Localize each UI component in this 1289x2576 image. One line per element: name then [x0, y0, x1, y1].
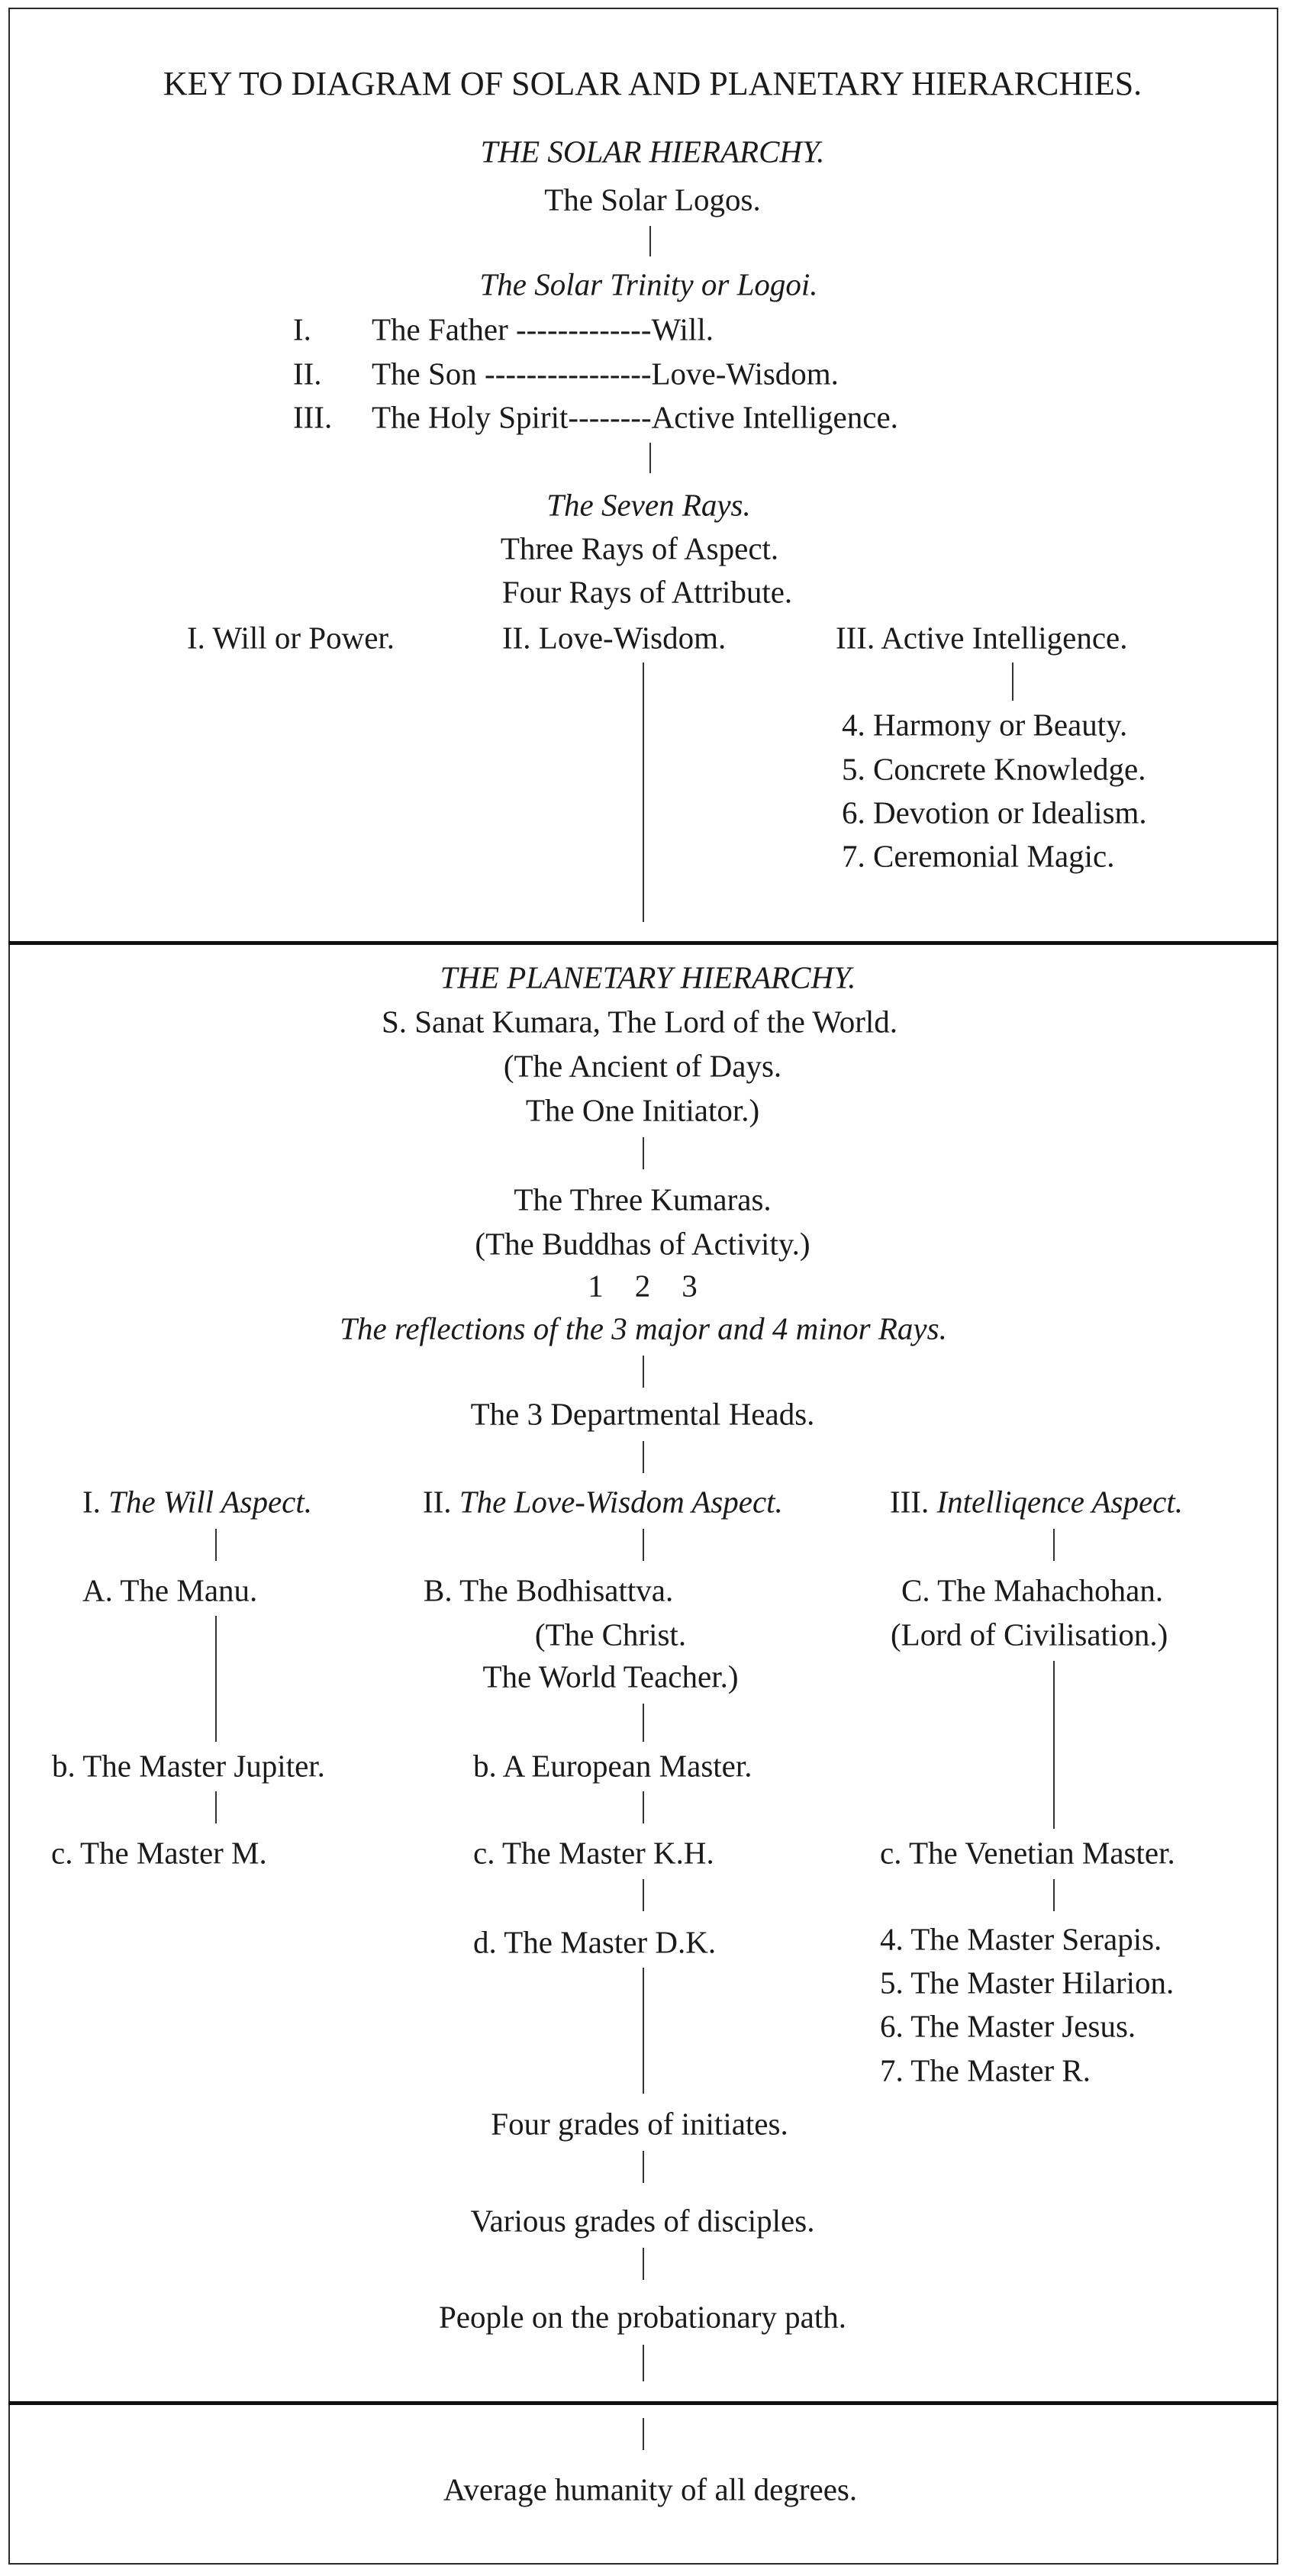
master-serapis: 4. The Master Serapis. — [880, 1921, 1162, 1957]
divider-planetary-humanity — [8, 2401, 1278, 2405]
master-jupiter: b. The Master Jupiter. — [52, 1748, 325, 1784]
minor-ray-5: 5. Concrete Knowledge. — [842, 751, 1146, 787]
trinity-num-3: III. — [293, 399, 333, 435]
the-christ: (The Christ. — [534, 1617, 687, 1652]
solar-heading: THE SOLAR HIERARCHY. — [480, 134, 825, 169]
trinity-num-1: I. — [293, 311, 311, 347]
probationary-path: People on the probationary path. — [438, 2299, 847, 2335]
trinity-item-father: The Father -------------Will. — [372, 311, 714, 347]
master-kh: c. The Master K.H. — [473, 1835, 714, 1871]
planetary-heading: THE PLANETARY HIERARCHY. — [440, 959, 856, 995]
connector-line — [1053, 1879, 1055, 1911]
rays-of-aspect: Three Rays of Aspect. — [500, 530, 779, 566]
dept-will-aspect: I. The Will Aspect. — [82, 1484, 313, 1520]
four-grades-initiates: Four grades of initiates. — [491, 2106, 788, 2142]
dept-love-wisdom-aspect: II. The Love-Wisdom Aspect. — [423, 1484, 783, 1520]
one-initiator: The One Initiator.) — [525, 1092, 760, 1128]
connector-line — [649, 226, 651, 256]
minor-ray-7: 7. Ceremonial Magic. — [842, 838, 1115, 874]
connector-line — [649, 443, 651, 473]
ray-active-intelligence: III. Active Intelligence. — [836, 620, 1128, 656]
connector-line — [215, 1616, 217, 1742]
trinity-heading: The Solar Trinity or Logoi. — [479, 266, 818, 302]
page-title: KEY TO DIAGRAM OF SOLAR AND PLANETARY HIERARCHIES. — [163, 65, 1142, 102]
kumara-numbers: 1 2 3 — [588, 1268, 698, 1304]
dept-intelligence-aspect: III. Intelliqence Aspect. — [890, 1484, 1184, 1520]
trinity-num-2: II. — [293, 356, 322, 392]
three-kumaras: The Three Kumaras. — [514, 1182, 772, 1217]
connector-line — [643, 1968, 644, 2094]
master-r: 7. The Master R. — [880, 2052, 1091, 2088]
ray-love-wisdom: II. Love-Wisdom. — [502, 620, 727, 656]
connector-line — [643, 2151, 644, 2183]
european-master: b. A European Master. — [473, 1748, 752, 1784]
minor-ray-6: 6. Devotion or Idealism. — [842, 795, 1147, 830]
reflections-line: The reflections of the 3 major and 4 minor Rays. — [340, 1311, 947, 1346]
connector-line — [643, 2345, 644, 2381]
departmental-heads: The 3 Departmental Heads. — [470, 1396, 815, 1432]
connector-line — [643, 1137, 644, 1169]
connector-line — [643, 1356, 644, 1388]
connector-line — [1053, 1529, 1055, 1561]
connector-line — [643, 2418, 644, 2450]
trinity-item-son: The Son ----------------Love-Wisdom. — [372, 356, 839, 392]
connector-line — [643, 663, 644, 922]
rays-heading: The Seven Rays. — [546, 487, 751, 523]
connector-line — [643, 1791, 644, 1823]
grades-of-disciples: Various grades of disciples. — [470, 2203, 815, 2239]
rays-of-attribute: Four Rays of Attribute. — [501, 574, 793, 610]
solar-logos: The Solar Logos. — [544, 182, 761, 218]
buddhas-of-activity: (The Buddhas of Activity.) — [475, 1226, 810, 1262]
minor-ray-4: 4. Harmony or Beauty. — [842, 707, 1128, 743]
connector-line — [643, 1879, 644, 1911]
the-bodhisattva: B. The Bodhisattva. — [424, 1572, 674, 1608]
sanat-kumara: S. Sanat Kumara, The Lord of the World. — [381, 1004, 898, 1040]
connector-line — [643, 1704, 644, 1742]
connector-line — [1012, 663, 1013, 701]
the-mahachohan: C. The Mahachohan. — [901, 1572, 1164, 1608]
divider-solar-planetary — [8, 941, 1278, 945]
average-humanity: Average humanity of all degrees. — [443, 2471, 858, 2507]
master-dk: d. The Master D.K. — [473, 1924, 717, 1960]
lord-of-civilisation: (Lord of Civilisation.) — [891, 1617, 1168, 1652]
connector-line — [643, 2248, 644, 2280]
connector-line — [215, 1791, 217, 1823]
the-manu: A. The Manu. — [82, 1572, 258, 1608]
trinity-item-holy-spirit: The Holy Spirit--------Active Intelligence. — [372, 399, 898, 435]
ancient-of-days: (The Ancient of Days. — [503, 1048, 782, 1084]
venetian-master: c. The Venetian Master. — [880, 1835, 1175, 1871]
world-teacher: The World Teacher.) — [482, 1659, 739, 1694]
connector-line — [643, 1529, 644, 1561]
ray-will-power: I. Will or Power. — [187, 620, 395, 656]
connector-line — [643, 1441, 644, 1473]
master-hilarion: 5. The Master Hilarion. — [880, 1965, 1175, 2001]
connector-line — [215, 1529, 217, 1561]
master-jesus: 6. The Master Jesus. — [880, 2008, 1136, 2044]
connector-line — [1053, 1661, 1055, 1829]
master-m: c. The Master M. — [51, 1835, 267, 1871]
